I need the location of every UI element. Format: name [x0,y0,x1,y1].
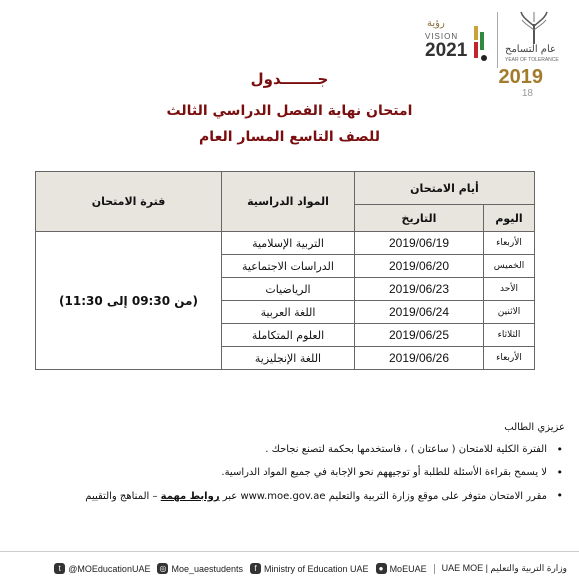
instagram-icon: ◎ [157,563,168,574]
title-exam: امتحان نهاية الفصل الدراسي الثالث [166,103,413,119]
vision-arabic: رؤية [427,18,445,29]
subject-cell: التربية الإسلامية [222,232,355,255]
subject-cell: اللغة الإنجليزية [222,347,355,370]
facebook-label: Ministry of Education UAE [264,563,369,574]
title-block [0,68,579,150]
logos [425,8,565,68]
notes-greeting: عزيزي الطالب [504,422,565,433]
subject-cell: الرياضيات [222,278,355,301]
date-cell: 2019/06/25 [355,324,484,347]
day-cell: الأربعاء [484,347,535,370]
instagram-handle[interactable] [157,563,243,574]
list-item [25,464,563,481]
bullet-icon: • [556,489,563,502]
note-text-pre: مقرر الامتحان متوفر على موقع وزارة التربية والتعليم www.moe.gov.ae عبر [222,491,547,502]
vision-year: 2021 [425,40,468,61]
table-row [36,232,535,255]
note-text [85,491,547,502]
subject-cell: العلوم المتكاملة [222,324,355,347]
footer-social-bar [0,551,579,585]
list-item [25,487,563,507]
day-cell: الأحد [484,278,535,301]
vision-mark-icon [471,24,489,64]
moeuae-handle[interactable] [376,563,427,574]
date-cell: 2019/06/24 [355,301,484,324]
header-exam-days: أيام الامتحان [355,172,535,205]
notes-list [25,441,565,507]
twitter-handle[interactable] [54,563,150,574]
important-links-link[interactable]: روابط مهمة [160,491,220,502]
year-label: 2019 [498,66,543,88]
ghaf-tree-icon [519,10,549,44]
twitter-icon: t [54,563,65,574]
chat-icon: ● [376,563,387,574]
bullet-icon: • [556,443,563,456]
note-text: لا يسمح بقراءة الأسئلة للطلبة أو توجيههم نحو الإجابة في جميع المواد الدراسية. [221,467,547,478]
logo-divider [497,12,498,68]
student-notes [25,422,565,513]
date-cell: 2019/06/20 [355,255,484,278]
note-text-post: – المناهج والتقييم [85,491,158,502]
list-item [25,441,563,458]
header-exam-period: فترة الامتحان [36,172,222,232]
date-cell: 2019/06/19 [355,232,484,255]
header-subjects: المواد الدراسية [222,172,355,232]
date-cell: 2019/06/26 [355,347,484,370]
ministry-label: وزارة التربية والتعليم | UAE MOE [441,563,567,573]
facebook-handle[interactable] [250,563,369,574]
day-cell: الثلاثاء [484,324,535,347]
bullet-icon: • [556,466,563,479]
title-grade: للصف التاسع المسار العام [199,129,380,145]
twitter-label: @MOEducationUAE [68,563,151,574]
year-of-tolerance-logo [505,10,561,68]
header-day: اليوم [484,205,535,232]
year-sub-label: 18 [521,88,533,99]
day-cell: الأربعاء [484,232,535,255]
exam-schedule-table [35,171,535,370]
vision-2021-logo [425,18,489,66]
header-date: التاريخ [355,205,484,232]
vision-label: VISION [425,32,459,41]
ministry-name [442,563,567,574]
subject-cell: اللغة العربية [222,301,355,324]
date-cell: 2019/06/23 [355,278,484,301]
exam-period-cell: (من 09:30 إلى 11:30) [36,232,222,370]
subject-cell: الدراسات الاجتماعية [222,255,355,278]
instagram-label: Moe_uaestudents [171,563,244,574]
day-cell: الخميس [484,255,535,278]
footer-divider [434,564,435,574]
tolerance-arabic: عام التسامح [505,44,557,55]
title-schedule: جـــــــدول [250,70,329,88]
note-text: الفترة الكلية للامتحان ( ساعتان ) ، فاستخدمها بحكمة لتصنع نجاحك . [265,444,547,455]
facebook-icon: f [250,563,261,574]
moeuae-label: MoEUAE [389,563,427,574]
tolerance-english: YEAR OF TOLERANCE [505,57,559,63]
day-cell: الاثنين [484,301,535,324]
